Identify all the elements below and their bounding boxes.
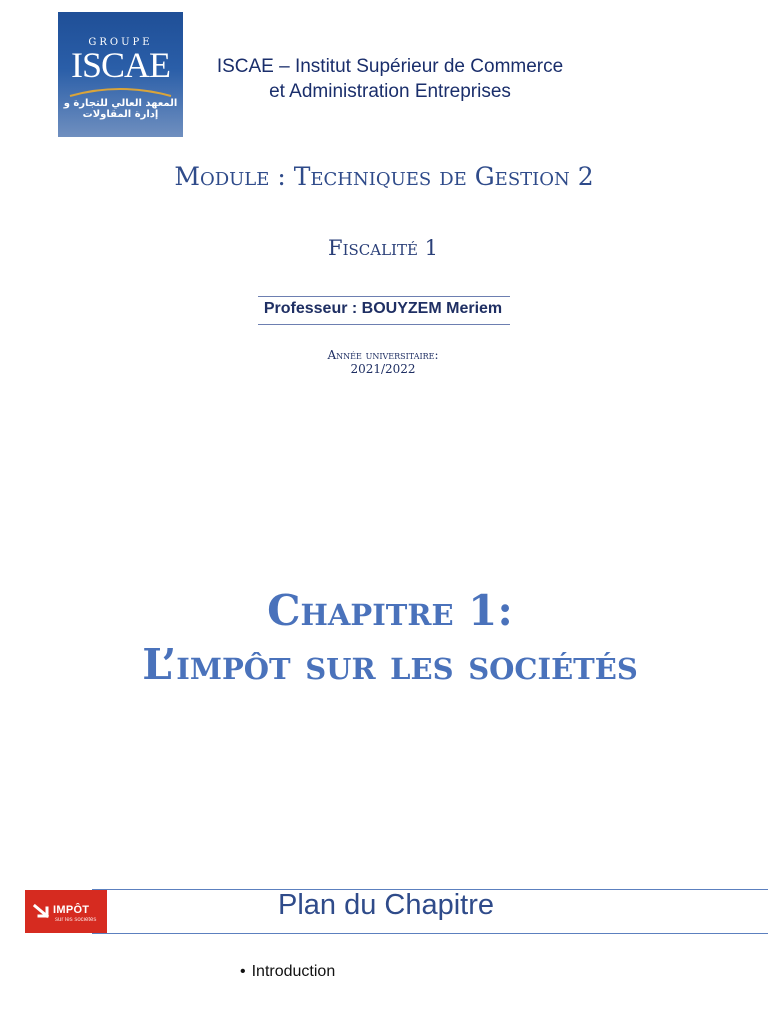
- arrow-down-right-icon: [33, 902, 53, 922]
- plan-title: Plan du Chapitre: [278, 889, 495, 921]
- plan-rule-bottom: [92, 933, 768, 934]
- academic-year: [0, 348, 766, 376]
- chapter-title-line-2: L’impôt sur les sociétés: [142, 640, 638, 689]
- logo-group-text: GROUPE: [88, 37, 153, 48]
- plan-item-label: Introduction: [251, 963, 336, 980]
- chapter-title: [0, 584, 768, 692]
- list-item: [240, 963, 335, 981]
- chapter-title-line-1: Chapitre 1:: [267, 586, 513, 635]
- bullet-icon: •: [240, 963, 246, 980]
- professor-name: Professeur : BOUYZEM Meriem: [263, 300, 503, 317]
- logo-name: ISCAE: [70, 45, 170, 85]
- institute-name: [190, 54, 590, 104]
- logo-arabic-text: المعهد العالي للتجارة و إدارة المقاولات: [63, 98, 178, 120]
- academic-year-label: Année universitaire:: [327, 348, 439, 362]
- module-title: Module : Techniques de Gestion 2: [174, 162, 594, 191]
- institute-line-2: et Administration Entreprises: [269, 81, 511, 102]
- subject-title: Fiscalité 1: [328, 236, 438, 260]
- impot-badge-label: IMPÔT: [53, 904, 90, 916]
- institute-line-1: ISCAE – Institut Supérieur de Commerce: [216, 56, 564, 77]
- academic-year-value: 2021/2022: [350, 362, 416, 376]
- iscae-logo: [58, 12, 183, 137]
- professor-rule-bottom: [258, 324, 510, 325]
- impot-badge-sub: sur les sociétés: [55, 917, 97, 923]
- plan-list: [240, 963, 335, 981]
- impot-badge: [25, 890, 107, 933]
- professor-rule-top: [258, 296, 510, 297]
